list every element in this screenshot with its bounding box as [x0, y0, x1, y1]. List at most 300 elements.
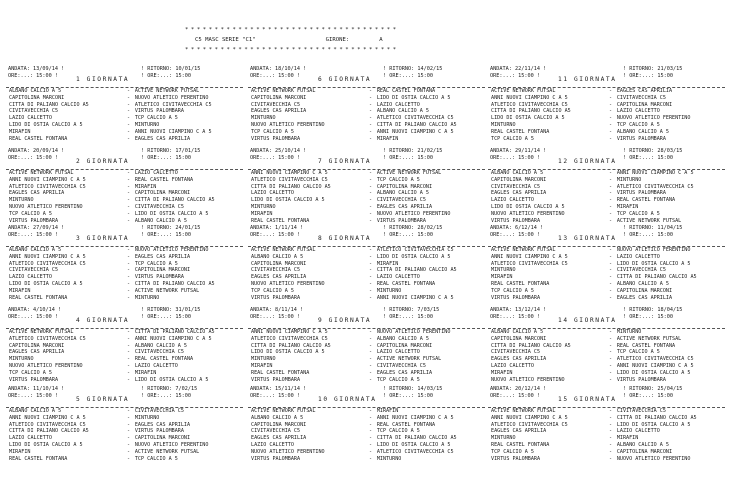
match-row: [488, 261, 725, 268]
andata-time: ORE:...: 15:00 !: [490, 393, 540, 399]
match-row: [6, 102, 243, 109]
match-row: [6, 129, 243, 136]
versus-separator: -: [608, 441, 613, 448]
home-team: ACTIVE NETWORK FUTSAL: [251, 88, 316, 94]
versus-separator: -: [126, 362, 131, 369]
giornata-title: 2 GIORNATA: [76, 158, 130, 165]
versus-separator: -: [126, 115, 131, 122]
home-team: CAPITOLINA MARCONI: [251, 421, 307, 428]
versus-separator: -: [126, 421, 131, 428]
away-team: CIVITAVECCHIA C5: [134, 349, 184, 356]
home-team: LIDO DI OSTIA CALCIO A 5: [251, 349, 325, 356]
versus-separator: -: [608, 414, 613, 421]
andata-date: ANDATA: 27/09/14 !: [8, 225, 65, 231]
home-team: ATLETICO CIVITAVECCHIA C5: [251, 176, 328, 183]
giornata-dates: [6, 307, 243, 329]
ritorno-time: ! ORE:...: 15:00: [141, 155, 191, 161]
versus-separator: -: [368, 274, 373, 281]
andata-time: ORE:...: 15:00 !: [250, 314, 300, 320]
home-team: ALBANO CALCIO A 5: [9, 88, 62, 94]
versus-separator: -: [608, 329, 613, 335]
home-team: ATLETICO CIVITAVECCHIA C5: [491, 421, 568, 428]
away-team: REAL CASTEL FONTANA: [616, 197, 676, 204]
away-team: TCP CALCIO A 5: [616, 349, 660, 356]
andata-time: ORE:...: 15:00 !: [490, 314, 540, 320]
home-team: VIRTUS PALOMBARA: [251, 376, 301, 383]
versus-separator: -: [608, 190, 613, 197]
away-team: MINTURNO: [376, 287, 402, 294]
away-team: ANNI NUOVI CIAMPINO C A 5: [616, 170, 694, 176]
ritorno-time: ! ORE:...: 15:00: [141, 314, 191, 320]
versus-separator: -: [608, 267, 613, 274]
away-team: CITTA DI PALIANO CALCIO A5: [134, 197, 215, 204]
away-team: ALBANO CALCIO A 5: [376, 190, 429, 197]
away-team: CAPITOLINA MARCONI: [616, 287, 673, 294]
away-team: TCP CALCIO A 5: [134, 455, 178, 462]
away-team: ANNI NUOVI CIAMPINO C A 5: [134, 335, 212, 342]
match-list: [6, 247, 243, 301]
away-team: NUOVO ATLETICO FERENTINO: [616, 115, 691, 122]
versus-separator: -: [608, 369, 613, 376]
giornata-dates: [488, 225, 725, 247]
home-team: ANNI NUOVI CIAMPINO C A 5: [9, 176, 86, 183]
versus-separator: -: [126, 260, 131, 267]
match-list: [488, 247, 725, 301]
match-row: [6, 190, 243, 197]
andata-date: ANDATA: 15/11/14 !: [250, 386, 307, 392]
andata-date: ANDATA: 13/12/14 !: [490, 307, 547, 313]
giornata-card: [6, 386, 243, 466]
home-team: VIRTUS PALOMBARA: [9, 376, 59, 383]
versus-separator: -: [368, 294, 373, 301]
versus-separator: -: [368, 170, 373, 176]
match-row: [6, 442, 243, 449]
home-team: TCP CALCIO A 5: [251, 128, 294, 135]
versus-separator: -: [368, 203, 373, 210]
home-team: LIDO DI OSTIA CALCIO A 5: [9, 121, 83, 128]
away-team: LAZIO CALCETTO: [616, 108, 660, 115]
match-row: [6, 197, 243, 204]
away-team: REAL CASTEL FONTANA: [134, 176, 194, 183]
dashed-divider: [248, 242, 485, 247]
match-row: [6, 211, 243, 218]
match-row: [248, 129, 485, 136]
versus-separator: -: [608, 408, 613, 414]
versus-separator: -: [608, 247, 613, 253]
match-row: [488, 442, 725, 449]
match-row: [488, 190, 725, 197]
match-row: [6, 177, 243, 184]
versus-separator: -: [126, 253, 131, 260]
match-row: [6, 254, 243, 261]
versus-separator: -: [126, 190, 131, 197]
away-team: MIRAFIN: [616, 203, 639, 210]
versus-separator: -: [126, 414, 131, 421]
dashed-divider: [6, 324, 243, 329]
ritorno-time: ! ORE:...: 15:00: [623, 232, 673, 238]
versus-separator: -: [126, 329, 131, 335]
away-team: EAGLES CAS APRILIA: [134, 253, 191, 260]
match-row: [6, 95, 243, 102]
home-team: EAGLES CAS APRILIA: [491, 428, 547, 435]
versus-separator: -: [608, 428, 613, 435]
versus-separator: -: [608, 121, 613, 128]
away-team: CITTA DI PALIANO CALCIO A5: [376, 267, 457, 274]
match-row: [488, 218, 725, 225]
versus-separator: -: [368, 455, 373, 462]
away-team: ANNI NUOVI CIAMPINO C A 5: [616, 362, 694, 369]
andata-time: ORE:...: 15:00 !: [490, 232, 540, 238]
versus-separator: -: [608, 197, 613, 204]
dashed-divider: [248, 324, 485, 329]
versus-separator: -: [126, 210, 131, 217]
away-team: EAGLES CAS APRILIA: [376, 369, 433, 376]
away-team: MINTURNO: [616, 176, 642, 183]
match-row: [248, 422, 485, 429]
versus-separator: -: [608, 101, 613, 108]
away-team: EAGLES CAS APRILIA: [616, 294, 673, 301]
away-team: CAPITOLINA MARCONI: [376, 183, 433, 190]
home-team: ALBANO CALCIO A 5: [9, 247, 62, 253]
group-value: A: [379, 37, 383, 43]
home-team: LIDO DI OSTIA CALCIO A 5: [491, 203, 565, 210]
home-team: REAL CASTEL FONTANA: [9, 455, 68, 462]
home-team: LAZIO CALCETTO: [491, 197, 534, 204]
match-row: [488, 136, 725, 143]
home-team: LIDO DI OSTIA CALCIO A 5: [9, 280, 83, 287]
versus-separator: -: [368, 435, 373, 442]
versus-separator: -: [368, 428, 373, 435]
giornata-title: 13 GIORNATA: [558, 235, 617, 242]
ritorno-date: ! RITORNO: 11/04/15: [623, 225, 683, 231]
away-team: ACTIVE NETWORK FUTSAL: [134, 287, 200, 294]
away-team: NUOVO ATLETICO FERENTINO: [134, 247, 209, 253]
andata-time: ORE:...: 15:00 !: [8, 393, 58, 399]
away-team: ATLETICO CIVITAVECCHIA C5: [616, 356, 694, 363]
home-team: EAGLES CAS APRILIA: [9, 349, 65, 356]
match-list: [248, 247, 485, 301]
home-team: MIRAFIN: [9, 287, 31, 294]
andata-time: ORE:...: 15:00 !: [490, 155, 540, 161]
andata-date: ANDATA: 29/11/14 !: [490, 148, 547, 154]
away-team: ALBANO CALCIO A 5: [376, 108, 429, 115]
match-row: [6, 108, 243, 115]
versus-separator: -: [368, 176, 373, 183]
versus-separator: -: [608, 349, 613, 356]
andata-time: ORE:...: 15:00 !: [8, 232, 58, 238]
away-team: REAL CASTEL FONTANA: [376, 280, 436, 287]
andata-time: ORE:...: 15:00 !: [8, 73, 58, 79]
match-row: [488, 408, 725, 415]
versus-separator: -: [608, 280, 613, 287]
home-team: EAGLES CAS APRILIA: [491, 356, 547, 363]
dashed-divider: [248, 83, 485, 88]
match-row: [6, 170, 243, 177]
versus-separator: -: [368, 128, 373, 135]
away-team: ALBANO CALCIO A 5: [616, 441, 669, 448]
versus-separator: -: [126, 170, 131, 176]
away-team: CITTA DI PALIANO CALCIO A5: [134, 280, 215, 287]
home-team: ATLETICO CIVITAVECCHIA C5: [9, 260, 86, 267]
home-team: REAL CASTEL FONTANA: [491, 280, 550, 287]
home-team: ALBANO CALCIO A 5: [9, 408, 62, 414]
home-team: CAPITOLINA MARCONI: [251, 94, 307, 101]
home-team: TCP CALCIO A 5: [491, 448, 534, 455]
dashed-divider: [248, 165, 485, 170]
away-team: CIVITAVECCHIA C5: [134, 408, 184, 414]
match-row: [6, 449, 243, 456]
versus-separator: -: [126, 448, 131, 455]
home-team: VIRTUS PALOMBARA: [491, 455, 541, 462]
versus-separator: -: [368, 408, 373, 414]
away-team: ALBANO CALCIO A 5: [134, 342, 187, 349]
versus-separator: -: [368, 115, 373, 122]
giornata-dates: [6, 148, 243, 170]
away-team: MINTURNO: [134, 414, 160, 421]
match-row: [488, 329, 725, 336]
away-team: LAZIO CALCETTO: [134, 170, 178, 176]
match-row: [248, 136, 485, 143]
andata-date: ANDATA: 1/11/14 !: [250, 225, 304, 231]
match-row: [488, 422, 725, 429]
home-team: NUOVO ATLETICO FERENTINO: [251, 448, 325, 455]
versus-separator: -: [368, 197, 373, 204]
match-row: [6, 261, 243, 268]
match-row: [6, 363, 243, 370]
dashed-divider: [6, 83, 243, 88]
andata-time: ORE:...: 15:00 !: [250, 393, 300, 399]
ritorno-time: ! ORE:...: 15:00: [383, 314, 433, 320]
match-row: [488, 377, 725, 384]
home-team: CIVITAVECCHIA C5: [251, 267, 301, 274]
versus-separator: -: [368, 94, 373, 101]
ritorno-time: ! ORE:...: 15:00: [383, 393, 433, 399]
giornata-card: [248, 307, 485, 387]
versus-separator: -: [126, 441, 131, 448]
versus-separator: -: [608, 421, 613, 428]
match-row: [488, 456, 725, 463]
match-row: [488, 363, 725, 370]
giornata-dates: [248, 148, 485, 170]
giornata-card: [488, 386, 725, 466]
match-row: [248, 370, 485, 377]
away-team: NUOVO ATLETICO FERENTINO: [616, 247, 691, 253]
giornata-card: [6, 307, 243, 387]
ritorno-date: ! RITORNO: 25/04/15: [623, 386, 683, 392]
match-row: [6, 428, 243, 435]
match-row: [488, 288, 725, 295]
away-team: CAPITOLINA MARCONI: [376, 342, 433, 349]
match-row: [488, 204, 725, 211]
versus-separator: -: [368, 287, 373, 294]
versus-separator: -: [368, 369, 373, 376]
home-team: ATLETICO CIVITAVECCHIA C5: [491, 260, 568, 267]
dashed-divider: [6, 403, 243, 408]
giornata-title: 14 GIORNATA: [558, 317, 617, 324]
match-row: [488, 177, 725, 184]
versus-separator: -: [368, 190, 373, 197]
match-row: [6, 274, 243, 281]
match-row: [248, 329, 485, 336]
away-team: LAZIO CALCETTO: [376, 274, 420, 281]
versus-separator: -: [126, 342, 131, 349]
giornata-dates: [248, 225, 485, 247]
match-row: [248, 218, 485, 225]
away-team: REAL CASTEL FONTANA: [616, 342, 676, 349]
home-team: ALBANO CALCIO A 5: [491, 170, 544, 176]
home-team: ATLETICO CIVITAVECCHIA C5: [9, 335, 86, 342]
match-row: [6, 415, 243, 422]
versus-separator: -: [608, 448, 613, 455]
versus-separator: -: [368, 260, 373, 267]
giornata-title: 9 GIORNATA: [318, 317, 372, 324]
match-row: [488, 108, 725, 115]
versus-separator: -: [368, 101, 373, 108]
away-team: VIRTUS PALOMBARA: [134, 108, 184, 115]
ritorno-date: ! RITORNO: 21/02/15: [383, 148, 443, 154]
away-team: VIRTUS PALOMBARA: [134, 428, 184, 435]
andata-time: ORE:...: 15:00 !: [490, 73, 540, 79]
giornata-dates: [488, 307, 725, 329]
giornata-dates: [488, 386, 725, 408]
away-team: NUOVO ATLETICO FERENTINO: [616, 455, 691, 462]
versus-separator: -: [126, 135, 131, 142]
home-team: LAZIO CALCETTO: [9, 115, 52, 122]
away-team: CAPITOLINA MARCONI: [616, 448, 673, 455]
match-row: [248, 295, 485, 302]
ritorno-date: ! RITORNO: 7/02/15: [141, 386, 198, 392]
versus-separator: -: [126, 121, 131, 128]
giornata-card: [6, 148, 243, 228]
ritorno-date: ! RITORNO: 14/02/15: [383, 66, 443, 72]
match-row: [6, 218, 243, 225]
away-team: REAL CASTEL FONTANA: [134, 356, 194, 363]
home-team: ACTIVE NETWORK FUTSAL: [491, 88, 556, 94]
away-team: CAPITOLINA MARCONI: [134, 435, 191, 442]
ritorno-time: ! ORE:...: 15:00: [383, 232, 433, 238]
giornata-card: [248, 66, 485, 146]
versus-separator: -: [608, 183, 613, 190]
away-team: MIRAFIN: [376, 135, 399, 142]
versus-separator: -: [126, 369, 131, 376]
match-row: [6, 267, 243, 274]
versus-separator: -: [368, 414, 373, 421]
home-team: CIVITAVECCHIA C5: [251, 428, 301, 435]
home-team: LAZIO CALCETTO: [251, 190, 294, 197]
away-team: CITTA DI PALIANO CALCIO A5: [616, 274, 697, 281]
match-row: [488, 129, 725, 136]
match-row: [488, 247, 725, 254]
home-team: ANNI NUOVI CIAMPINO C A 5: [251, 170, 328, 176]
home-team: ATLETICO CIVITAVECCHIA C5: [491, 101, 568, 108]
match-row: [6, 247, 243, 254]
match-row: [488, 370, 725, 377]
home-team: TCP CALCIO A 5: [251, 287, 294, 294]
away-team: MINTURNO: [134, 121, 160, 128]
home-team: EAGLES CAS APRILIA: [251, 274, 307, 281]
versus-separator: -: [126, 335, 131, 342]
away-team: CIVITAVECCHIA C5: [616, 94, 666, 101]
versus-separator: -: [126, 217, 131, 224]
giornata-dates: [248, 386, 485, 408]
match-row: [488, 115, 725, 122]
giornata-title: 11 GIORNATA: [558, 76, 617, 83]
match-list: [6, 170, 243, 224]
giornata-title: 1 GIORNATA: [76, 76, 130, 83]
away-team: EAGLES CAS APRILIA: [134, 421, 191, 428]
home-team: CITTA DI PALIANO CALCIO A5: [491, 342, 571, 349]
match-row: [488, 88, 725, 95]
match-row: [248, 177, 485, 184]
away-team: CITTA DI PALIANO CALCIO A5: [376, 435, 457, 442]
ritorno-date: ! RITORNO: 17/01/15: [141, 148, 201, 154]
versus-separator: -: [608, 274, 613, 281]
home-team: MIRAFIN: [9, 448, 31, 455]
match-row: [6, 370, 243, 377]
away-team: CIVITAVECCHIA C5: [134, 203, 184, 210]
home-team: MINTURNO: [491, 435, 516, 442]
home-team: EAGLES CAS APRILIA: [251, 435, 307, 442]
versus-separator: -: [608, 128, 613, 135]
match-row: [248, 356, 485, 363]
ritorno-date: ! RITORNO: 28/02/15: [383, 225, 443, 231]
versus-separator: -: [368, 335, 373, 342]
match-row: [488, 122, 725, 129]
dashed-divider: [488, 324, 725, 329]
versus-separator: -: [126, 408, 131, 414]
match-row: [248, 170, 485, 177]
match-list: [6, 88, 243, 142]
away-team: CIVITAVECCHIA C5: [616, 267, 666, 274]
match-row: [248, 184, 485, 191]
versus-separator: -: [608, 210, 613, 217]
home-team: CITTA DI PALIANO CALCIO A5: [9, 101, 89, 108]
versus-separator: -: [368, 88, 373, 94]
versus-separator: -: [368, 342, 373, 349]
match-row: [248, 449, 485, 456]
giornata-dates: [6, 386, 243, 408]
away-team: TCP CALCIO A 5: [376, 176, 420, 183]
ritorno-date: ! RITORNO: 31/01/15: [141, 307, 201, 313]
away-team: REAL CASTEL FONTANA: [376, 421, 436, 428]
home-team: CAPITOLINA MARCONI: [9, 342, 65, 349]
away-team: REAL CASTEL FONTANA: [376, 88, 436, 94]
home-team: CAPITOLINA MARCONI: [9, 94, 65, 101]
andata-date: ANDATA: 25/10/14 !: [250, 148, 307, 154]
andata-time: ORE:...: 15:00 !: [8, 314, 58, 320]
home-team: ANNI NUOVI CIAMPINO C A 5: [9, 414, 86, 421]
home-team: ANNI NUOVI CIAMPINO C A 5: [491, 253, 568, 260]
away-team: NUOVO ATLETICO FERENTINO: [376, 210, 451, 217]
andata-date: ANDATA: 13/09/14 !: [8, 66, 65, 72]
home-team: VIRTUS PALOMBARA: [251, 135, 301, 142]
versus-separator: -: [126, 94, 131, 101]
match-row: [6, 184, 243, 191]
away-team: VIRTUS PALOMBARA: [376, 217, 426, 224]
away-team: ALBANO CALCIO A 5: [134, 217, 187, 224]
match-row: [6, 377, 243, 384]
match-row: [248, 267, 485, 274]
away-team: VIRTUS PALOMBARA: [134, 274, 184, 281]
dashed-divider: [248, 403, 485, 408]
ritorno-date: ! RITORNO: 28/03/15: [623, 148, 683, 154]
away-team: LIDO DI OSTIA CALCIO A 5: [376, 253, 451, 260]
away-team: ALBANO CALCIO A 5: [616, 280, 669, 287]
away-team: CAPITOLINA MARCONI: [134, 190, 191, 197]
match-row: [248, 349, 485, 356]
match-list: [6, 329, 243, 383]
home-team: NUOVO ATLETICO FERENTINO: [251, 280, 325, 287]
